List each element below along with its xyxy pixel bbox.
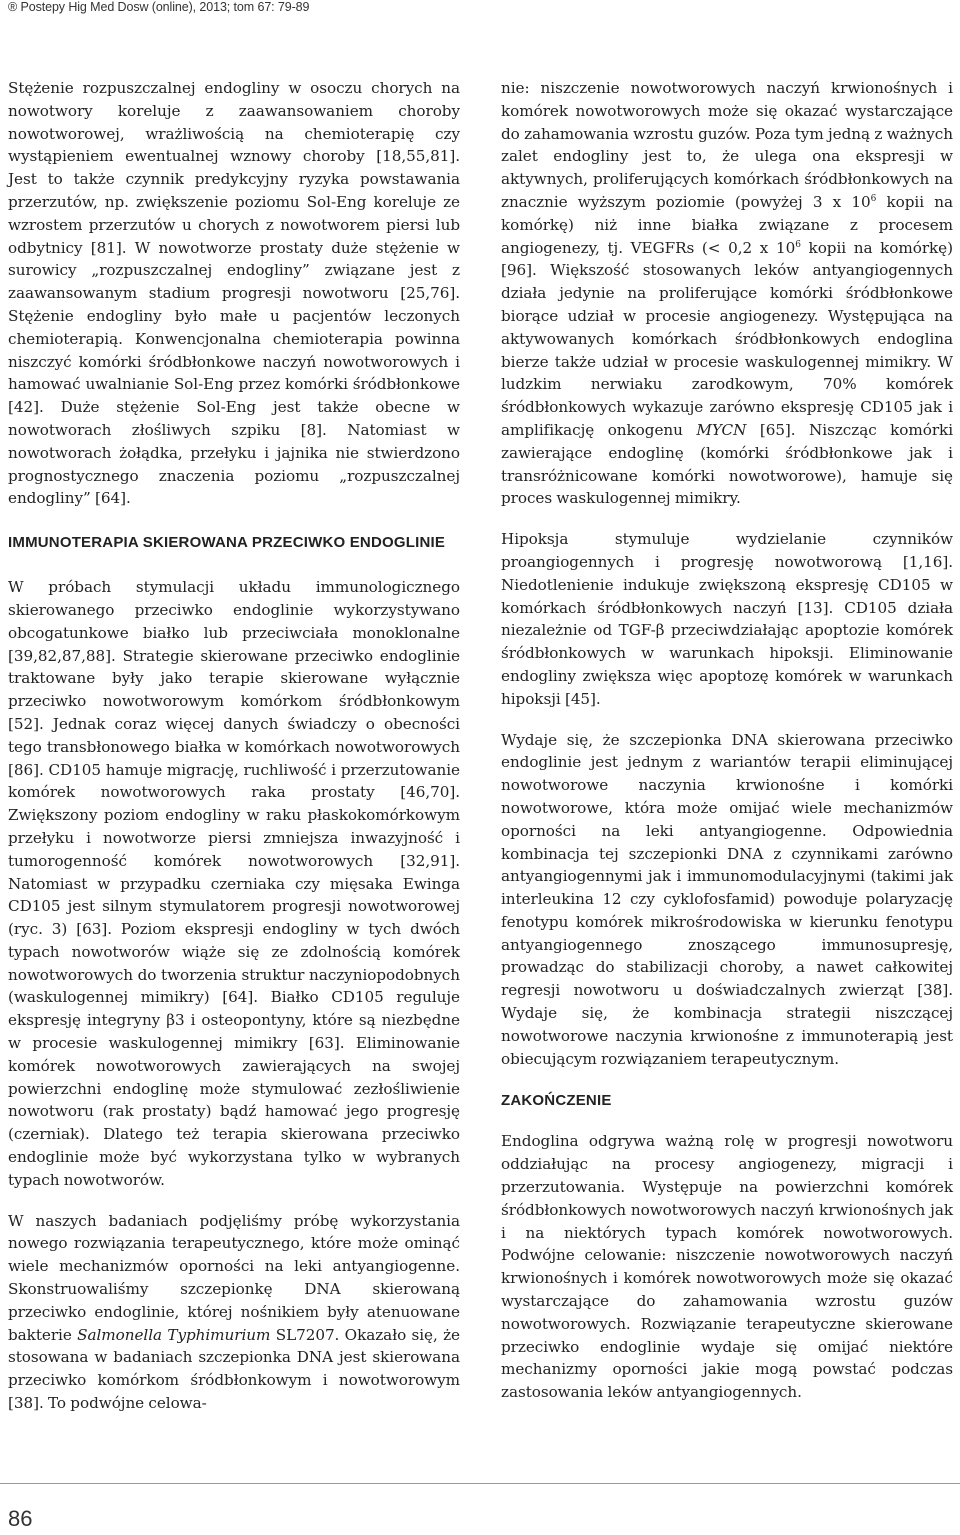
section-heading: ZAKOŃCZENIE [501,1092,612,1110]
paragraph: Endoglina odgrywa ważną rolę w progresji nowotworu oddziałując na procesy angiogenezy, migracji i przerzutowania. Występuje na powierzchni komórek śródbłonkowych nowotworowych naczyń krwionośnych jak i na niektórych typach komórek nowotworowych. Podwójne celowanie: niszczenie nowotworowych naczyń krwionośnych i komórek nowotworowych może się okazać wystarczające do zahamowania wzrostu guzów nowotworowych. Rozwiązanie terapeutyczne skierowane przeciwko endoglinie wydaje się omijać niektóre mechanizmy oporności jakie mogą powstać podczas zastosowania leków antyangiogennych. [501,1132,953,1402]
footer-divider [0,1483,960,1484]
paragraph: Wydaje się, że szczepionka DNA skierowana przeciwko endoglinie jest jednym z wariantów terapii eliminującej nowotworowe naczynia krwionośne i komórki nowotworowe, która może omijać wiele mechanizmów oporności na leki antyangiogenne. Odpowiednia kombinacja tej szczepionki DNA z czynnikami zarówno antyangiogennymi jak i immunomodulacyjnymi (takimi jak interleukina 12 czy cyklofosfamid) powoduje polaryzację fenotypu komórek mikrośrodowiska w kierunku fenotypu antyangiogennego znoszącego immunosupresję, prowadząc do stabilizacji choroby, a nawet całkowitej regresji nowotworu u doświadczalnych zwierząt [38]. Wydaje się, że kombinacja strategii niszczącej nowotworowe naczynia krwionośne z immunoterapią jest obiecującym rozwiązaniem terapeutycznym. [501,730,953,1068]
paragraph: W próbach stymulacji układu immunologicznego skierowanego przeciwko endoglinie wykorzystywano obcogatunkowe białko lub przeciwciała monoklonalne [39,82,87,88]. Strategie skierowane przeciwko endoglinie traktowane były jako terapie skierowane wyłącznie przeciwko nowotworowym komórkom śródbłonkowym [52]. Jednak coraz więcej danych świadczy o obecności tego transbłonowego białka w komórkach nowotworowych [86]. CD105 hamuje migrację, ruchliwość i przerzutowanie komórek nowotworowych raka prostaty [46,70]. Zwiększony poziom endogliny w raku płaskokomórkowym przełyku i nowotworze piersi zmniejsza inwazyjność i tumorogenność komórek nowotworowych [32,91]. Natomiast w przypadku czerniaka czy mięsaka Ewinga CD105 jest silnym stymulatorem progresji nowotworowej (ryc. 3) [63]. Poziom ekspresji endogliny w tych dwóch typach nowotworów wiąże się ze zdolnością komórek nowotworowych do tworzenia struktur naczyniopodobnych (waskulogennej mimikry) [64]. Białko CD105 reguluje ekspresję integryny β3 i osteopontyny, które są niezbędne w procesie waskulogennej mimikry [63]. Eliminowanie komórek nowotworowych zawierających na swojej powierzchni endoglinę może stymulować zezłośliwienie nowotworu (rak prostaty) bądź hamować jego progresję (czerniak). Dlatego też terapia skierowana przeciwko endoglinie może być wykorzystana tylko w wybranych typach nowotworów. [8,578,460,1189]
page-number: 86 [8,1506,33,1531]
paragraph: W naszych badaniach podjęliśmy próbę wykorzystania nowego rozwiązania terapeutycznego, które może ominąć wiele mechanizmów oporności na leki antyangiogenne. Skonstruowaliśmy szczepionkę DNA skierowaną przeciwko endoglinie, której nośnikiem były atenuowane bakterie Salmonella Typhimurium SL7207. Okazało się, że stosowana w badaniach szczepionka DNA jest skierowana przeciwko komórkom śródbłonkowym i nowotworowym [38]. To podwójne celowa- [8,1211,460,1413]
paragraph: nie: niszczenie nowotworowych naczyń krwionośnych i komórek nowotworowych może się okazać wystarczające do zahamowania wzrostu guzów. Poza tym jedną z ważnych zalet endogliny jest to, że ulega ona ekspresji w aktywnych, proliferujących komórkach śródbłonkowych na znacznie wyższym poziomie (powyżej 3 x $10^6$ kopii na komórkę) niż inne białka związane z procesem angiogenezy, tj. VEGFRs (< 0,2 x $10^6$ kopii na komórkę) [96]. Większość stosowanych leków antyangiogennych działa jedynie na proliferujące komórki śródbłonkowe biorące udział w procesie angiogenezy. Występująca na aktywowanych komórkach śródbłonkowych endoglina bierze także udział w procesie waskulogennej mimikry. W ludzkim nerwiaku zarodkowym, 70% komórek śródbłonkowych wykazuje zarówno ekspresję CD105 jak i amplifikację onkogenu MYCN [65]. Niszcząc komórki zawierające endoglinę (komórki śródbłonkowe jak i transróżnicowane komórki nowotworowe), hamuje się proces waskulogennej mimikry. [501,79,953,508]
running-head: ® Postepy Hig Med Dosw (online), 2013; tom 67: 79-89 [8,0,310,14]
left-column [8,77,460,1415]
section-heading: IMMUNOTERAPIA SKIEROWANA PRZECIWKO ENDOGLINIE [8,534,446,552]
paragraph: Stężenie rozpuszczalnej endogliny w osoczu chorych na nowotwory koreluje z zaawansowaniem choroby nowotworowej, wrażliwością na chemioterapię czy wystąpieniem ewentualnej wznowy choroby [18,55,81]. Jest to także czynnik predykcyjny ryzyka powstawania przerzutów, np. zwiększenie poziomu Sol-Eng koreluje ze wzrostem przerzutów u chorych z nowotworem piersi lub odbytnicy [81]. W nowotworze prostaty duże stężenie w surowicy „rozpuszczalnej endogliny” związane jest z zaawansowanym stadium progresji nowotworu [25,76]. Stężenie endogliny było małe u pacjentów leczonych chemioterapią. Konwencjonalna chemioterapia powinna niszczyć komórki śródbłonkowe naczyń nowotworowych i hamować uwalnianie Sol-Eng przez komórki śródbłonkowe [42]. Duże stężenie Sol-Eng jest także obecne w nowotworach złośliwych szpiku [8]. Natomiast w nowotworach żołądka, przełyku i jajnika nie stwierdzono prognostycznego znaczenia poziomu „rozpuszczalnej endogliny” [64]. [8,79,460,508]
right-column [501,77,953,1404]
paragraph: Hipoksja stymuluje wydzielanie czynników proangiogennych i progresję nowotworową [1,16]. Niedotlenienie indukuje zwiększoną ekspresję CD105 w komórkach śródbłonkowych naczyń [13]. CD105 działa niezależnie od TGF-β przeciwdziałając apoptozie komórek śródbłonkowych w warunkach hipoksji. Eliminowanie endogliny zwiększa więc apoptozę komórek w warunkach hipoksji [45]. [501,530,954,708]
